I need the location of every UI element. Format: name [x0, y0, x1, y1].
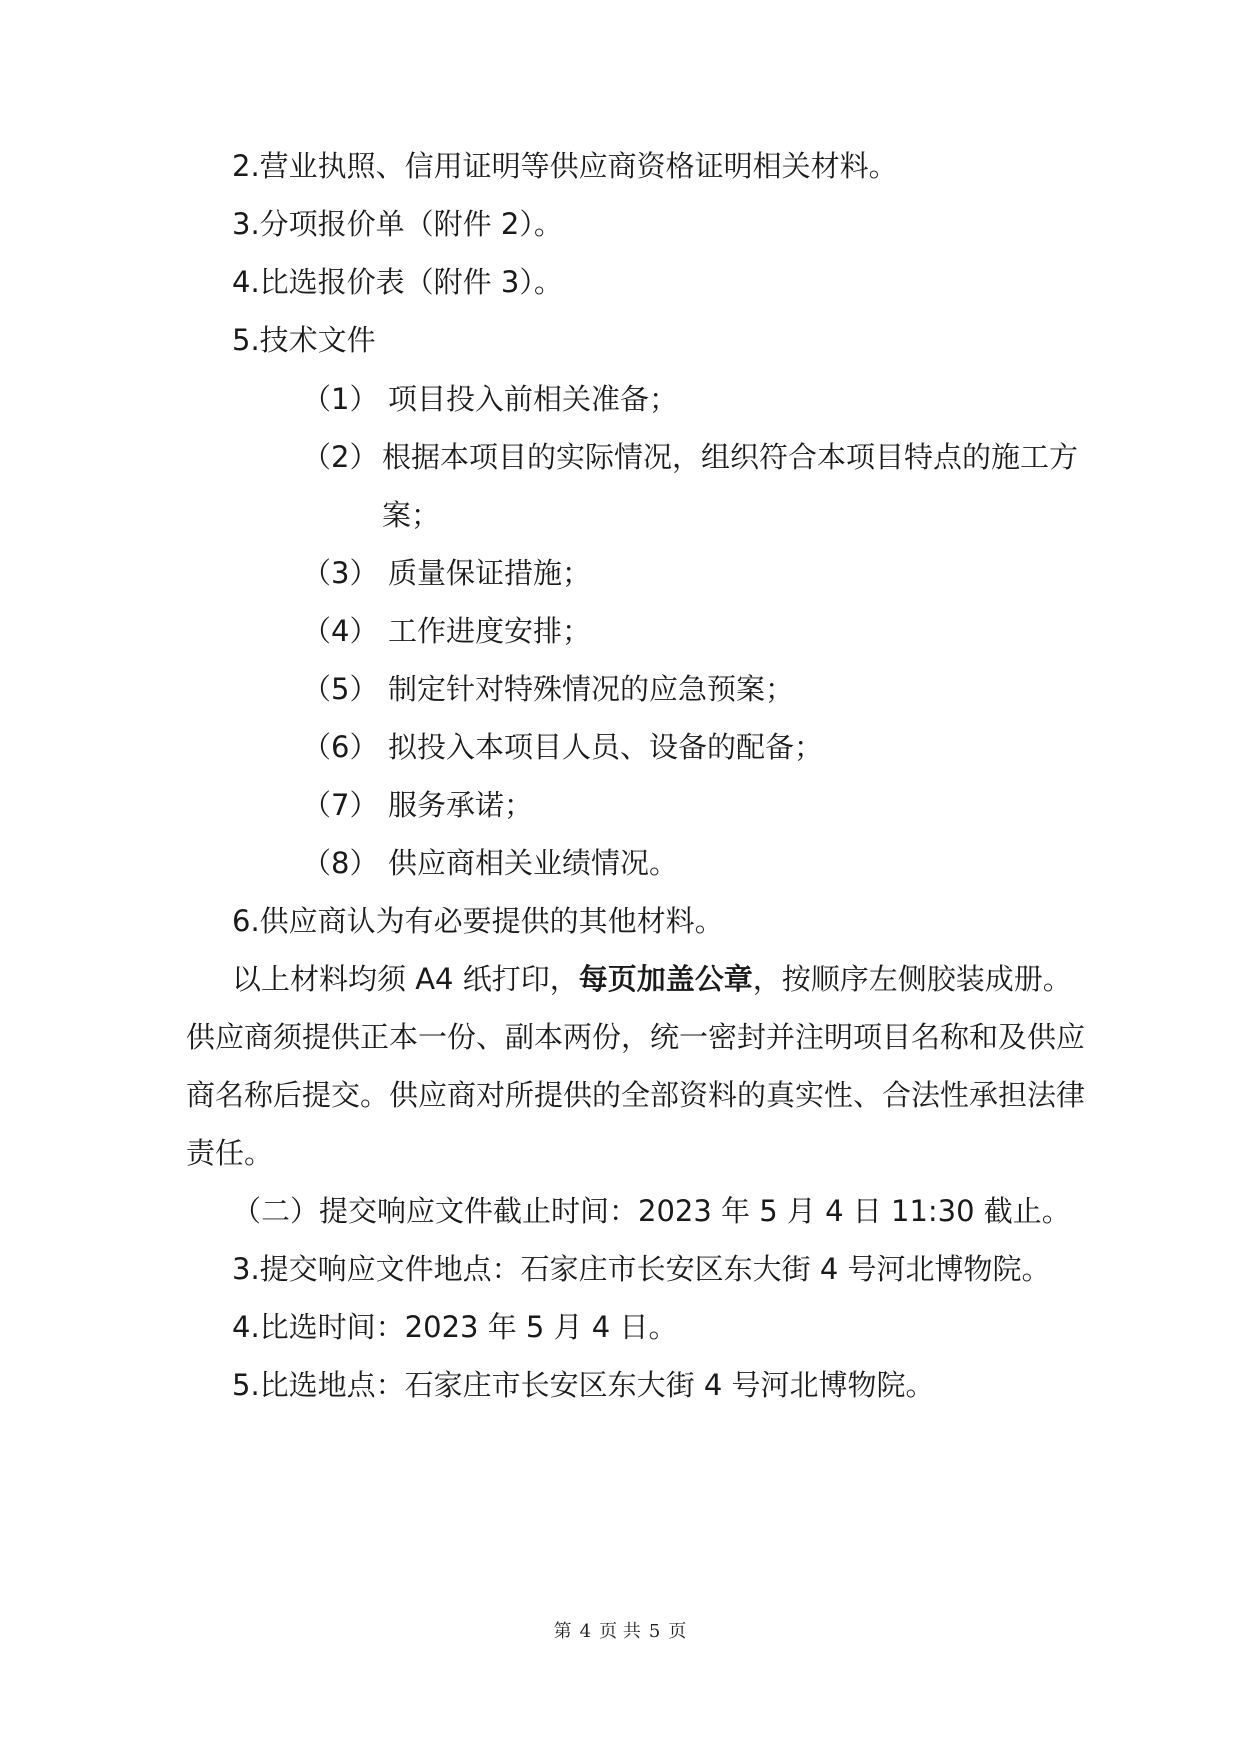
sub-item-number: （1）	[302, 382, 379, 416]
paragraph-select-time: 4.比选时间：2023 年 5 月 4 日。	[232, 1310, 678, 1344]
paragraph-quote-table: 4.比选报价表（附件 3）。	[232, 265, 563, 299]
sub-item-number: （3）	[302, 556, 379, 590]
paragraph-materials-line4: 责任。	[186, 1136, 274, 1170]
footer-suffix: 页	[668, 1621, 687, 1642]
page-footer	[0, 1620, 1240, 1644]
footer-total-pages: 5	[648, 1621, 661, 1642]
materials-text-after: ，按顺序左侧胶装成册。	[752, 962, 1072, 996]
paragraph-select-place: 5.比选地点：石家庄市长安区东大街 4 号河北博物院。	[232, 1368, 935, 1402]
paragraph-submit-location: 3.提交响应文件地点：石家庄市长安区东大街 4 号河北博物院。	[232, 1252, 1051, 1286]
footer-prefix: 第	[553, 1621, 572, 1642]
sub-item-text: 根据本项目的实际情况，组织符合本项目特点的施工方	[382, 440, 1079, 474]
paragraph-materials-line1	[232, 961, 1072, 997]
paragraph-technical-docs: 5.技术文件	[232, 323, 376, 357]
sub-item-text: 供应商相关业绩情况。	[388, 846, 679, 880]
sub-item-text: 质量保证措施；	[388, 556, 592, 590]
sub-item-number: （5）	[302, 672, 379, 706]
paragraph-deadline: （二）提交响应文件截止时间：2023 年 5 月 4 日 11:30 截止。	[232, 1194, 1071, 1228]
materials-bold-stamp: 每页加盖公章	[578, 962, 753, 996]
sub-item-number: （6）	[302, 730, 379, 764]
sub-item-continuation: 案；	[382, 498, 441, 532]
paragraph-materials-line3: 商名称后提交。供应商对所提供的全部资料的真实性、合法性承担法律	[186, 1078, 1086, 1112]
sub-item-number: （8）	[302, 846, 379, 880]
sub-item-number: （7）	[302, 788, 379, 822]
sub-item-text: 拟投入本项目人员、设备的配备；	[388, 730, 824, 764]
sub-item-text: 制定针对特殊情况的应急预案；	[388, 672, 795, 706]
sub-item-text: 项目投入前相关准备；	[388, 382, 679, 416]
paragraph-materials-line2: 供应商须提供正本一份、副本两份，统一密封并注明项目名称和及供应	[186, 1020, 1086, 1054]
sub-item-text: 工作进度安排；	[388, 614, 592, 648]
sub-item-number: （2）	[302, 440, 379, 474]
paragraph-other-materials: 6.供应商认为有必要提供的其他材料。	[232, 904, 724, 938]
footer-current-page: 4	[579, 1621, 592, 1642]
materials-text-before: 以上材料均须 A4 纸打印，	[232, 962, 579, 996]
sub-item-number: （4）	[302, 614, 379, 648]
sub-item-text: 服务承诺；	[388, 788, 534, 822]
paragraph-itemized-quote: 3.分项报价单（附件 2）。	[232, 207, 563, 241]
footer-middle: 页 共	[599, 1621, 641, 1642]
paragraph-qualification: 2.营业执照、信用证明等供应商资格证明相关材料。	[232, 149, 898, 183]
